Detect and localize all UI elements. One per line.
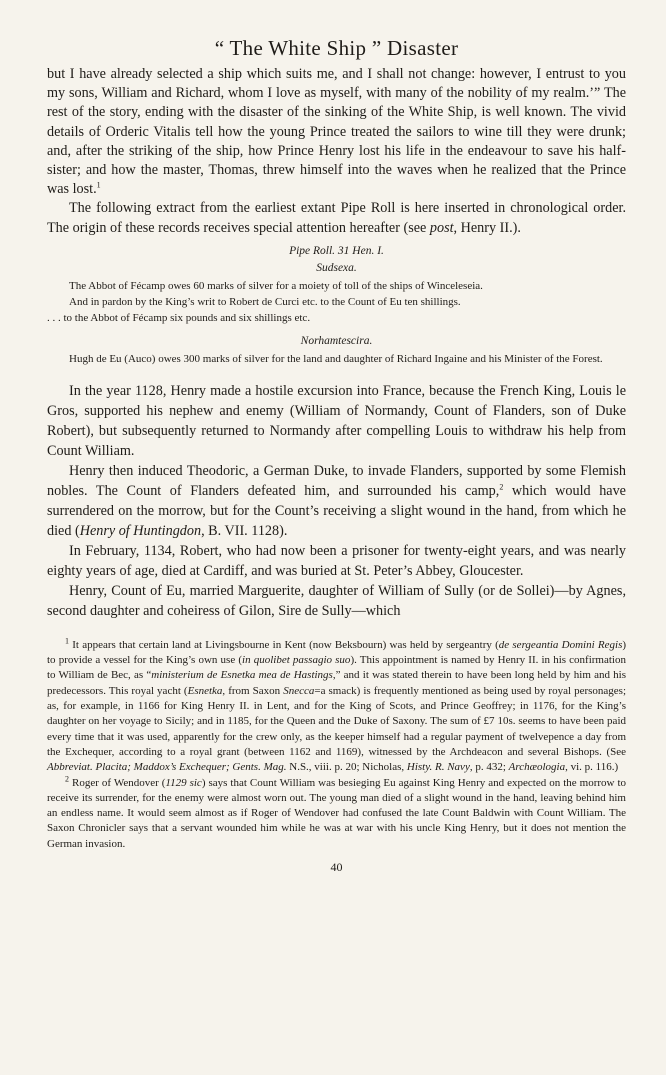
footnotes <box>47 638 626 852</box>
footnote-ref-2: 2 <box>499 482 504 492</box>
paragraph-4: Henry then induced Theodoric, a German Duke, to invade Flanders, supported by some Flemish nobles. The Count of Flanders defeated him, and surrounded his camp,$^2$ which would have surrendered on the morrow, but for the Count’s receiving a slight wound in the hand, from which he died (Henry of Huntingdon, B. VII. 1128). <box>47 462 626 539</box>
sussex-entry-3: . . . to the Abbot of Fécamp six pounds and six shillings etc. <box>47 311 311 324</box>
footnote-2: $^2$ Roger of Wendover (1129 sic) says that Count William was besieging Eu against King Henry and expected on the morrow to receive its surrender, for the enemy were almost worn out. The young man died of a slight wound in the hand, leaving behind him an endless name. It would seem almost as if Roger of Wendover had confused the late Count Baldwin with Count William. The Saxon Chronicler says that a servant wounded him while he was at war with his uncle King Henry, but it does not mention the German invasion. <box>47 773 627 850</box>
pipe-roll-extract <box>47 244 626 367</box>
northants-heading: Norhamtescira. <box>300 334 373 347</box>
sussex-entry-2: And in pardon by the King’s writ to Robert de Curci etc. to the Count of Eu ten shillings. <box>69 295 461 308</box>
footnote-1: $^1$ It appears that certain land at Livingsbourne in Kent (now Beksbourn) was held by sergeantry (de sergeantia Domini Regis) to provide a vessel for the King’s own use (in quolibet passagio suo). This appointment is named by Henry II. in his confirmation to William de Bec, as “ministerium de Esnetka mea de Hastings,” and it was stated therein to have been long held by him and his predecessors. This royal yacht (Esnetka, from Saxon Snecca=a smack) is frequently mentioned as being used by royal personages; as, for example, in 1166 for King Henry II. in Lent, and for the King of Scots, and Prince Geoffrey; in 1176, for the King’s daughter on her voyage to Sicily; and in 1185, for the Queen and the Duke of Saxony. The sum of £7 10s. seems to have been paid every time that it was used, apparently for the crew only, as the keeper himself had a regular payment of twelvepence a day from the Exchequer, according to a royal grant (between 1162 and 1169), witnessed by the Archdeacon and several Bishops. (See Abbreviat. Placita; Maddox’s Exchequer; Gents. Mag. N.S., viii. p. 20; Nicholas, Histy. R. Navy, p. 432; Archæologia, vi. p. 116.) <box>47 636 627 774</box>
paragraph-3: In the year 1128, Henry made a hostile excursion into France, because the French King, Louis le Gros, supported his nephew and enemy (William of Normandy, Count of Flanders, son of Duke Robert), but subsequently returned to Normandy after compelling Louis to withdraw his help from Count William. <box>47 382 626 459</box>
northants-entry-1: Hugh de Eu (Auco) owes 300 marks of silver for the land and daughter of Richard Ingaine and his Minister of the Forest. <box>69 352 603 365</box>
running-head: “ The White Ship ” Disaster <box>214 36 459 60</box>
page-number: 40 <box>330 859 343 874</box>
sussex-heading: Sudsexa. <box>316 261 357 274</box>
footnote-ref-1: 1 <box>96 180 101 190</box>
paragraph-2: The following extract from the earliest extant Pipe Roll is here inserted in chronological order. The origin of these records receives special attention hereafter (see post, Henry II.). <box>47 200 626 236</box>
paragraph-6: Henry, Count of Eu, married Marguerite, daughter of William of Sully (or de Sollei)—by Agnes, second daughter and coheiress of Gilon, Sire de Sully—which <box>47 582 626 619</box>
paragraph-5: In February, 1134, Robert, who had now been a prisoner for twenty-eight years, and was nearly eighty years of age, died at Cardiff, and was buried at St. Peter’s Abbey, Gloucester. <box>47 542 626 579</box>
book-page <box>0 34 666 1075</box>
paragraph-1: but I have already selected a ship which suits me, and I shall not change: however, I entrust to you my sons, William and Richard, whom I love as myself, with many of the nobility of my realm.’” The rest of the story, ending with the disaster of the sinking of the White Ship, is well known. The vivid details of Orderic Vitalis tell how the young Prince treated the sailors to wine till they were drunk; and, after the striking of the ship, how Prince Henry lost his life in the endeavour to save his half-sister; and how the master, Thomas, threw himself into the waves when he realized that the Prince was lost.$^1$ <box>47 66 626 198</box>
sussex-entry-1: The Abbot of Fécamp owes 60 marks of silver for a moiety of toll of the ships of Winceleseia. <box>69 279 483 292</box>
pipe-roll-title: Pipe Roll. 31 Hen. I. <box>289 244 384 257</box>
